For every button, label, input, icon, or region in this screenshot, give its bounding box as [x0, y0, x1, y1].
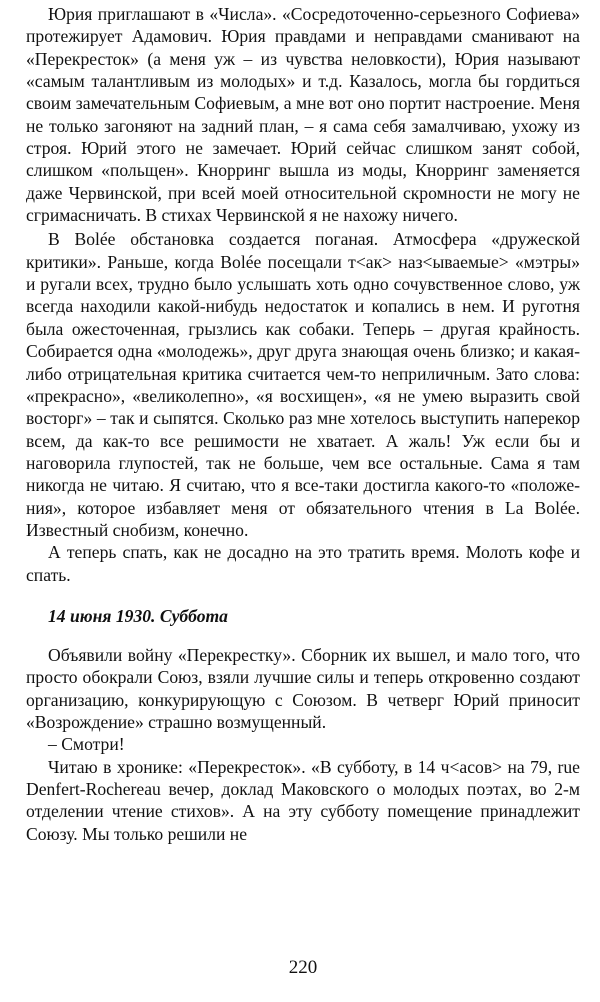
paragraph-2: В Bolée обстановка создается поганая. Атмосфера «дружеской критики». Раньше, когда Bolée посещали т<ак> наз<ываемые> «мэтры» и ругали всех, трудно было услышать хоть одно сочувственное слово, уж всегда находили какой-нибудь недостаток и копались в нем. И руготня была ожесточенная, грызлись как собаки. Теперь – другая крайность. Собирается одна «молодежь», друг друга знающая очень близко; и какая-либо отрицательная критика считается чем-то неприличным. Зато слова: «прекрасно», «великолепно», «я восхищен», «я не умею выразить свой восторг» – так и сыпятся. Сколько раз мне хотелось выступить наперекор всем, да как-то все решимости не хватает. А жаль! Уж если бы и наговорила глупостей, так не больше, чем все остальные. Сама я там никогда не читаю. Я считаю, что я все-таки достигла какого-то «положения», которое избавляет меня от обязательного чтения в La Bolée. Известный снобизм, конечно. [26, 229, 580, 540]
paragraph-6: Читаю в хронике: «Перекресток». «В субботу, в 14 ч<асов> на 79, rue Denfert-Rochereau вечер, доклад Маковского о молодых поэтах, во 2-м отделении чтение стихов». А на эту субботу помещение принадлежит Союзу. Мы только решили не [26, 756, 580, 844]
page-number: 220 [288, 957, 318, 978]
paragraph-3: А теперь спать, как не досадно на это тратить время. Молоть кофе и спать. [26, 542, 580, 585]
diary-date-heading: 14 июня 1930. Суббота [48, 605, 228, 626]
book-page [26, 3, 580, 999]
paragraph-1: Юрия приглашают в «Числа». «Сосредоточенно-серьезного Софиева» протежирует Адамович. Юрия правдами и неправдами сманивают на «Перекресток» (а меня уж – из чувства неловкости), Юрия называют «самым талантливым из молодых» и т.д. Казалось, могла бы гордиться своим замечательным Софиевым, а мне вот оно портит настроение. Меня не только загоняют на задний план, – я сама себя замалчиваю, ухожу из строя. Юрий этого не замечает. Юрий сейчас слишком занят собой, слишком «польщен». Кнорринг вышла из моды, Кнорринг заменяется даже Червинской, при всей моей относительной скромности не могу не сгримасничать. В стихах Червинской я не нахожу ничего. [26, 4, 580, 226]
paragraph-5: – Смотри! [48, 734, 125, 755]
paragraph-4: Объявили войну «Перекрестку». Сборник их вышел, и мало того, что просто обокрали Союз, взяли лучшие силы и теперь откровенно создают организацию, конкурирующую с Союзом. В четверг Юрий приносит «Возрождение» страшно возмущенный. [26, 644, 580, 732]
